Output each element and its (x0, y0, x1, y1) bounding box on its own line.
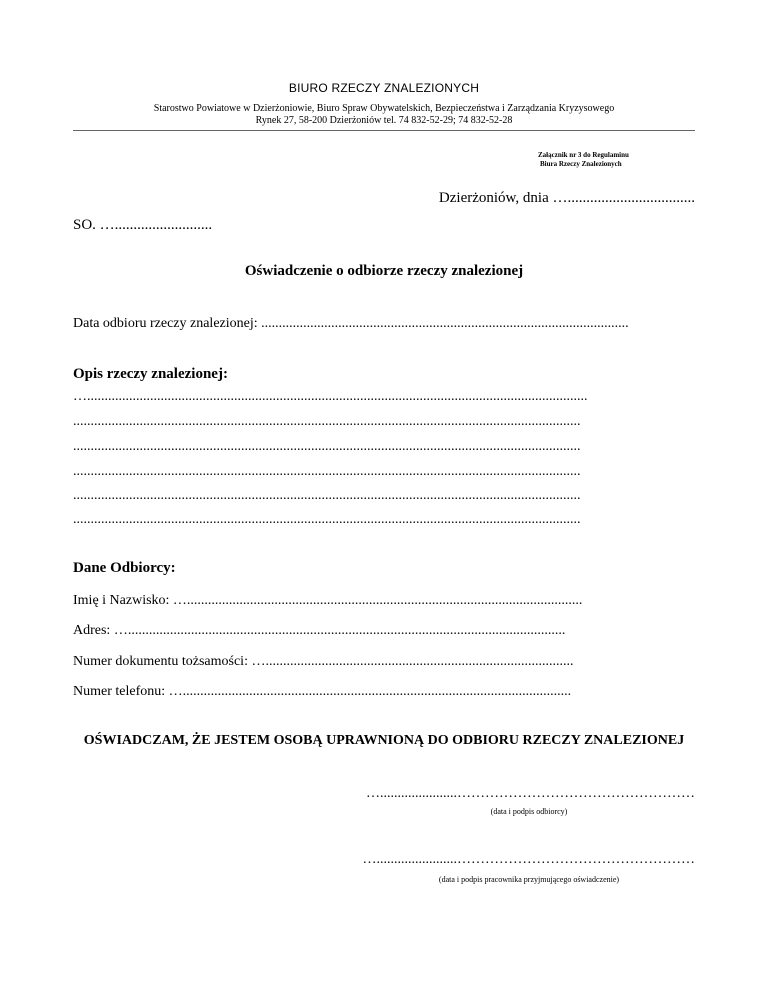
description-line: ................................................................................................................................................. (73, 488, 581, 503)
document-title: Oświadczenie o odbiorze rzeczy znalezionej (244, 263, 524, 279)
recipient-heading: Dane Odbiorcy: (73, 560, 176, 576)
attachment-note-line-2: Biura Rzeczy Znalezionych (540, 160, 622, 168)
attachment-note-line-1: Załącznik nr 3 do Regulaminu (538, 151, 629, 159)
office-title: BIURO RZECZY ZNALEZIONYCH (288, 81, 480, 95)
description-line: ................................................................................................................................................. (73, 439, 581, 454)
description-line: ................................................................................................................................................. (73, 464, 581, 479)
office-address-line-2: Rynek 27, 58-200 Dzierżoniów tel. 74 832-52-29; 74 832-52-28 (255, 115, 513, 126)
description-line: …............................................................................................................................................... (73, 389, 588, 404)
recipient-phone-field: Numer telefonu: …............................................................................................................... (73, 684, 572, 699)
recipient-id-document-field: Numer dokumentu tożsamości: …........................................................................................ (73, 654, 574, 669)
office-address-line-1: Starostwo Powiatowe w Dzierżoniowie, Biuro Spraw Obywatelskich, Bezpieczeństwa i Zarządzania Kryzysowego (153, 103, 615, 114)
place-date-field: Dzierżoniów, dnia ….................................. (438, 190, 695, 206)
description-line: ................................................................................................................................................. (73, 414, 581, 429)
declaration-statement: OŚWIADCZAM, ŻE JESTEM OSOBĄ UPRAWNIONĄ DO ODBIORU RZECZY ZNALEZIONEJ (83, 733, 685, 748)
staff-signature-line: ….......................…………………………………………… (362, 852, 695, 867)
recipient-address-field: Adres: …............................................................................................................................. (73, 623, 566, 638)
recipient-signature-line: …......................…………………………………………… (366, 786, 695, 801)
recipient-signature-caption: (data i podpis odbiorcy) (490, 807, 568, 816)
recipient-name-field: Imię i Nazwisko: …................................................................................................................. (73, 593, 583, 608)
description-line: ................................................................................................................................................. (73, 512, 581, 527)
attachment-note (538, 151, 629, 169)
description-heading: Opis rzeczy znalezionej: (73, 366, 228, 382)
staff-signature-caption: (data i podpis pracownika przyjmującego oświadczenie) (438, 875, 620, 884)
pickup-date-field: Data odbioru rzeczy znalezionej: ......................................................................................................... (73, 316, 629, 331)
header-divider (73, 130, 695, 131)
case-number-field: SO. ….......................... (73, 217, 213, 233)
